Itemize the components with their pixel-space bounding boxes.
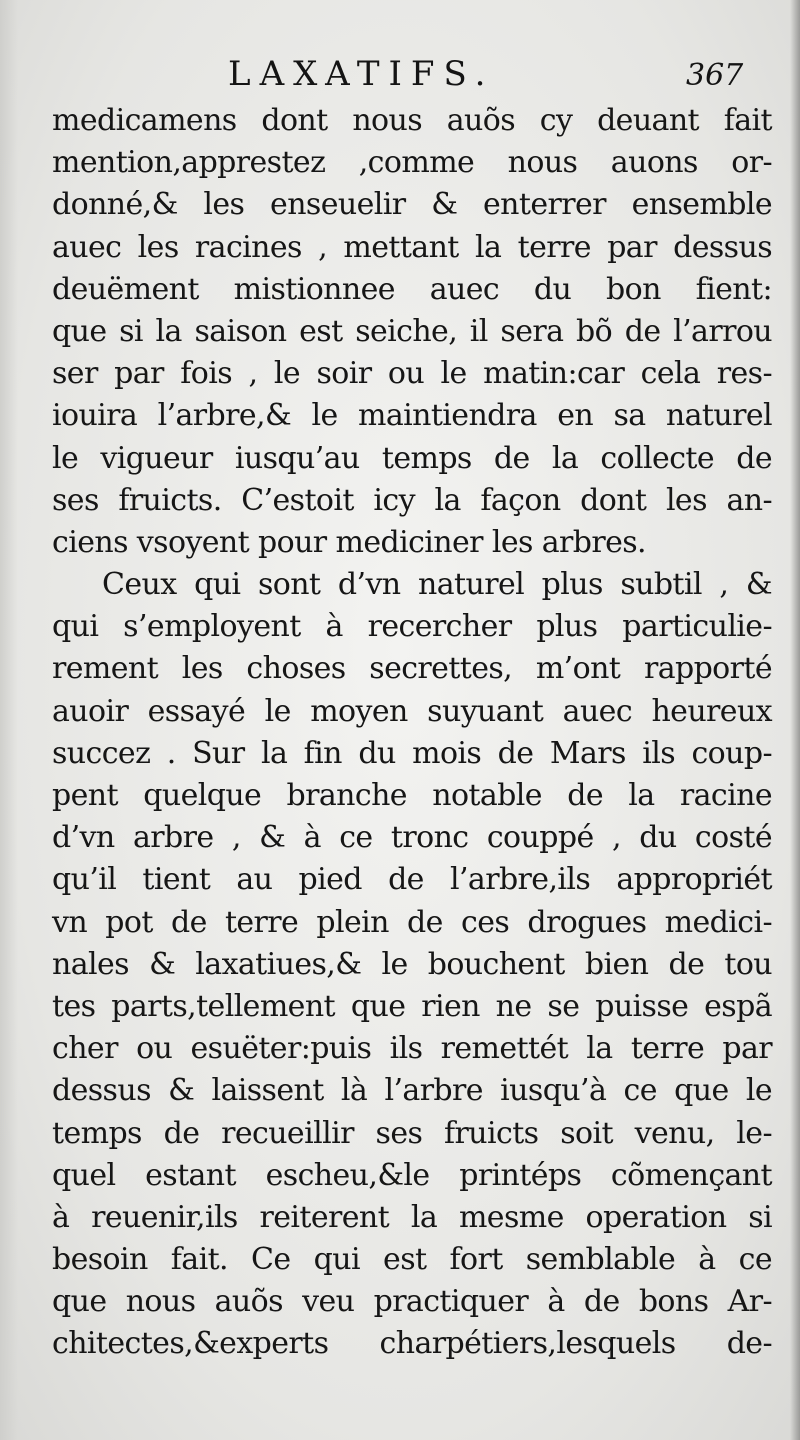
text-line: dessus & laissent là l’arbre iusqu’à ce que le	[52, 1073, 772, 1109]
text-line: temps de recueillir ses fruicts soit venu, le-	[52, 1115, 772, 1151]
text-line: mention,apprestez ,comme nous auons or-	[52, 145, 772, 181]
text-line: succez . Sur la fin du mois de Mars ils coup-	[52, 735, 772, 771]
text-line: auec les racines , mettant la terre par dessus	[52, 229, 772, 265]
text-line: iouira l’arbre,& le maintiendra en sa naturel	[52, 398, 772, 434]
text-line: medicamens dont nous auõs cy deuant fait	[52, 103, 772, 138]
text-line: que nous auõs veu practiquer à de bons Ar-	[52, 1284, 772, 1320]
text-line: qu’il tient au pied de l’arbre,ils appropriét	[52, 862, 772, 898]
text-line: vn pot de terre plein de ces drogues medici-	[52, 904, 772, 940]
text-line: auoir essayé le moyen suyuant auec heureux	[52, 693, 772, 729]
text-line: chitectes,&experts charpétiers,lesquels de-	[52, 1326, 772, 1362]
text-line: qui s’employent à recercher plus particulie-	[52, 609, 772, 645]
text-line: donné,& les enseuelir & enterrer ensemble	[52, 187, 772, 223]
page-edge-shadow-right	[790, 0, 800, 1440]
body-text	[52, 100, 772, 1366]
text-line: cher ou esuëter:puis ils remettét la terre par	[52, 1031, 772, 1067]
text-line: pent quelque branche notable de la racine	[52, 778, 772, 813]
page-number: 367	[686, 58, 744, 93]
text-line: à reuenir,ils reiterent la mesme operation si	[52, 1199, 772, 1235]
text-line: le vigueur iusqu’au temps de la collecte de	[52, 440, 772, 476]
paragraph-end-line: ciens vsoyent pour mediciner les arbres.	[52, 524, 646, 560]
page-header	[0, 52, 800, 102]
text-line: deuëment mistionnee auec du bon fient:	[52, 271, 772, 307]
text-line: besoin fait. Ce qui est fort semblable à ce	[52, 1242, 772, 1278]
text-line: ses fruicts. C’estoit icy la façon dont les an-	[52, 482, 772, 518]
text-line: tes parts,tellement que rien ne se puisse espã	[52, 988, 772, 1024]
running-title: LAXATIFS.	[228, 54, 495, 94]
text-line: ser par fois , le soir ou le matin:car cela res-	[52, 356, 772, 392]
text-line: d’vn arbre , & à ce tronc couppé , du costé	[52, 820, 772, 856]
paragraph-start-line: Ceux qui sont d’vn naturel plus subtil , &	[102, 567, 772, 603]
text-line: rement les choses secrettes, m’ont rapporté	[52, 651, 772, 687]
page-edge-shadow-left	[0, 0, 18, 1440]
text-line: nales & laxatiues,& le bouchent bien de tou	[52, 946, 772, 982]
text-line: quel estant escheu,&le printéps cõmençant	[52, 1157, 772, 1193]
text-line: que si la saison est seiche, il sera bõ de l’arrou	[52, 313, 772, 349]
